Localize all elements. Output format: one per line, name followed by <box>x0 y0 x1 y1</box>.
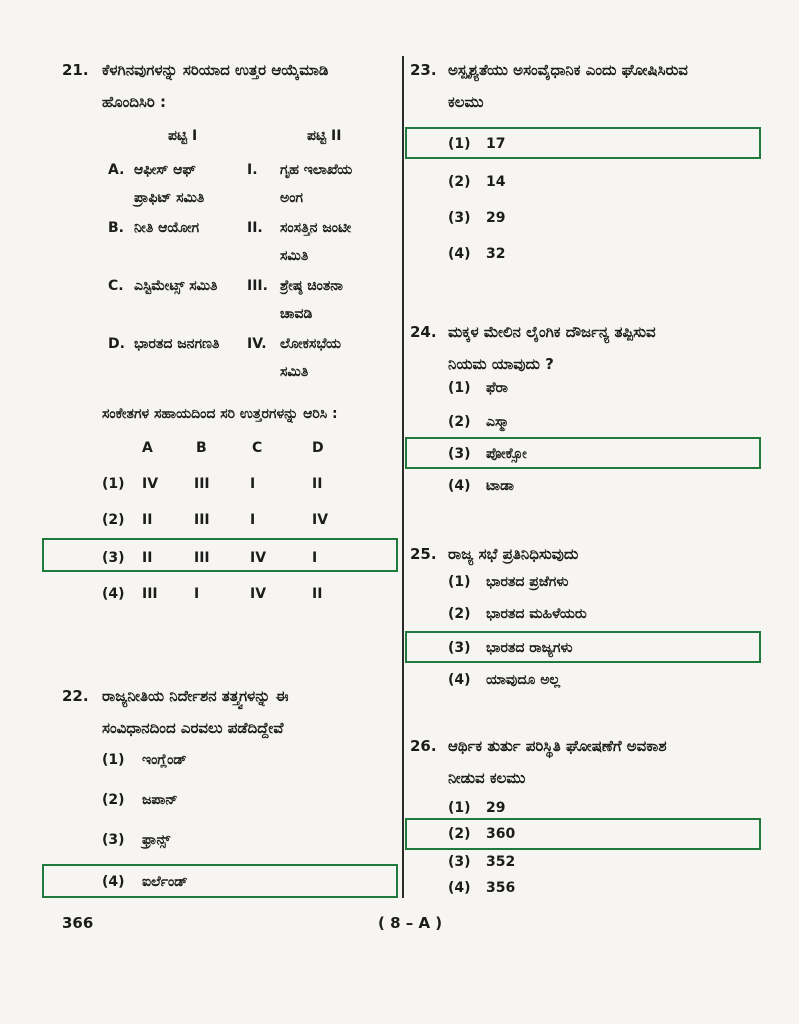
q26-option-3-text: 352 <box>486 854 516 870</box>
row-d-item-line1: ಭಾರತದ ಜನಗಣತಿ <box>134 336 220 352</box>
q24-option-2-text: ಎಸ್ಮಾ <box>486 414 510 430</box>
q23-option-3-number: (3) <box>448 210 471 226</box>
q26-answer-highlight <box>405 818 761 850</box>
q21-option-3-d: I <box>312 550 318 566</box>
question-26-text-line2: ನೀಡುವ ಕಲಮು <box>448 769 526 787</box>
question-22-number: 22. <box>62 687 89 705</box>
q21-option-3-c: IV <box>250 550 267 566</box>
row-a-item-line1: ಆಫೀಸ್ ಆಫ್ <box>134 162 196 178</box>
row-d-match-line1: ಲೋಕಸಭೆಯ <box>280 336 341 352</box>
q26-option-3-number: (3) <box>448 854 471 870</box>
page-code: 366 <box>62 914 94 932</box>
row-a-match-line2: ಅಂಗ <box>280 190 304 206</box>
list2-header: ಪಟ್ಟಿ II <box>307 128 342 144</box>
row-b-match-line1: ಸಂಸತ್ತಿನ ಜಂಟೀ <box>280 220 352 236</box>
q22-option-1-text: ಇಂಗ್ಲೆಂಡ್ <box>142 752 187 768</box>
q25-answer-highlight <box>405 631 761 663</box>
question-23-text-line1: ಅಸ್ಪೃಶ್ಯತೆಯು ಅಸಂವೈಧಾನಿಕ ಎಂದು ಘೋಷಿಸಿರುವ <box>448 61 688 79</box>
q21-option-2-b: III <box>194 512 210 528</box>
question-23-text-line2: ಕಲಮು <box>448 93 484 111</box>
q24-option-4-number: (4) <box>448 478 471 494</box>
q26-option-4-number: (4) <box>448 880 471 896</box>
q24-option-1-text: ಫೆರಾ <box>486 380 508 396</box>
q24-answer-highlight <box>405 437 761 469</box>
q23-option-1-text: 17 <box>486 136 506 152</box>
q22-option-2-number: (2) <box>102 792 125 808</box>
q21-option-4-d: II <box>312 586 323 602</box>
row-d-letter: D. <box>108 336 125 352</box>
q21-option-3-number: (3) <box>102 550 125 566</box>
q22-option-2-text: ಜಪಾನ್ <box>142 792 178 808</box>
q22-option-3-number: (3) <box>102 832 125 848</box>
q21-answer-highlight <box>42 538 398 572</box>
q24-option-4-text: ಟಾಡಾ <box>486 478 514 494</box>
q21-option-3-a: II <box>142 550 153 566</box>
q25-option-4-number: (4) <box>448 672 471 688</box>
q26-option-2-text: 360 <box>486 826 516 842</box>
row-a-item-line2: ಪ್ರಾಫಿಟ್ ಸಮಿತಿ <box>134 190 205 206</box>
q25-option-2-text: ಭಾರತದ ಮಹಿಳೆಯರು <box>486 606 587 622</box>
q25-option-3-text: ಭಾರತದ ರಾಜ್ಯಗಳು <box>486 640 573 656</box>
question-25-text-line1: ರಾಜ್ಯ ಸಭೆ ಪ್ರತಿನಿಧಿಸುವುದು <box>448 545 579 563</box>
row-a-letter: A. <box>108 162 125 178</box>
q21-option-2-d: IV <box>312 512 329 528</box>
q21-option-4-c: IV <box>250 586 267 602</box>
code-header-a: A <box>142 440 153 456</box>
q24-option-3-number: (3) <box>448 446 471 462</box>
q22-option-3-text: ಫ್ರಾನ್ಸ್ <box>142 832 171 848</box>
row-b-item-line1: ನೀತಿ ಆಯೋಗ <box>134 220 200 236</box>
row-a-match-line1: ಗೃಹ ಇಲಾಖೆಯ <box>280 162 353 178</box>
q21-option-2-a: II <box>142 512 153 528</box>
code-header-b: B <box>196 440 207 456</box>
q24-option-2-number: (2) <box>448 414 471 430</box>
question-21-text-line2: ಹೊಂದಿಸಿರಿ : <box>102 93 167 111</box>
row-c-roman: III. <box>247 278 268 294</box>
question-26-number: 26. <box>410 737 437 755</box>
row-c-item-line1: ಎಸ್ಟಿಮೇಟ್ಸ್ ಸಮಿತಿ <box>134 278 218 294</box>
question-23-number: 23. <box>410 61 437 79</box>
q22-option-4-number: (4) <box>102 874 125 890</box>
row-d-match-line2: ಸಮಿತಿ <box>280 364 309 380</box>
q23-option-1-number: (1) <box>448 136 471 152</box>
row-c-match-line1: ಶ್ರೇಷ್ಠ ಚಿಂತನಾ <box>280 278 344 294</box>
q22-option-4-text: ಐರ್ಲೆಂಡ್ <box>142 874 188 890</box>
q25-option-1-number: (1) <box>448 574 471 590</box>
q22-option-1-number: (1) <box>102 752 125 768</box>
list1-header: ಪಟ್ಟಿ I <box>168 128 198 144</box>
q23-option-2-text: 14 <box>486 174 506 190</box>
row-c-letter: C. <box>108 278 124 294</box>
q21-option-1-b: III <box>194 476 210 492</box>
row-b-match-line2: ಸಮಿತಿ <box>280 248 309 264</box>
question-22-text-line1: ರಾಜ್ಯನೀತಿಯ ನಿರ್ದೇಶನ ತತ್ತ್ವಗಳನ್ನು ಈ <box>102 687 289 705</box>
row-b-roman: II. <box>247 220 263 236</box>
row-c-match-line2: ಚಾವಡಿ <box>280 306 313 322</box>
column-divider <box>402 56 404 898</box>
row-d-roman: IV. <box>247 336 267 352</box>
q21-option-1-number: (1) <box>102 476 125 492</box>
code-header-d: D <box>312 440 324 456</box>
q25-option-3-number: (3) <box>448 640 471 656</box>
row-a-roman: I. <box>247 162 258 178</box>
q23-option-3-text: 29 <box>486 210 506 226</box>
q21-option-2-c: I <box>250 512 256 528</box>
q21-option-1-c: I <box>250 476 256 492</box>
q26-option-1-number: (1) <box>448 800 471 816</box>
question-21-number: 21. <box>62 61 89 79</box>
question-22-text-line2: ಸಂವಿಧಾನದಿಂದ ಎರವಲು ಪಡೆದಿದ್ದೇವೆ <box>102 719 284 737</box>
q25-option-4-text: ಯಾವುದೂ ಅಲ್ಲ <box>486 672 561 688</box>
q21-option-4-b: I <box>194 586 200 602</box>
q25-option-2-number: (2) <box>448 606 471 622</box>
q23-option-4-number: (4) <box>448 246 471 262</box>
q22-answer-highlight <box>42 864 398 898</box>
question-21-instruction: ಸಂಕೇತಗಳ ಸಹಾಯದಿಂದ ಸರಿ ಉತ್ತರಗಳನ್ನು ಆರಿಸಿ : <box>102 406 338 422</box>
q24-option-1-number: (1) <box>448 380 471 396</box>
q24-option-3-text: ಪೋಕ್ಸೋ <box>486 446 527 462</box>
q21-option-2-number: (2) <box>102 512 125 528</box>
q23-option-4-text: 32 <box>486 246 506 262</box>
row-b-letter: B. <box>108 220 124 236</box>
question-24-number: 24. <box>410 323 437 341</box>
q23-option-2-number: (2) <box>448 174 471 190</box>
question-24-text-line1: ಮಕ್ಕಳ ಮೇಲಿನ ಲೈಂಗಿಕ ದೌರ್ಜನ್ಯ ತಪ್ಪಿಸುವ <box>448 323 656 341</box>
q26-option-1-text: 29 <box>486 800 506 816</box>
question-25-number: 25. <box>410 545 437 563</box>
q26-option-4-text: 356 <box>486 880 516 896</box>
question-21-text-line1: ಕೆಳಗಿನವುಗಳನ್ನು ಸರಿಯಾದ ಉತ್ತರ ಆಯ್ಕೆಮಾಡಿ <box>102 61 329 79</box>
q26-option-2-number: (2) <box>448 826 471 842</box>
q21-option-3-b: III <box>194 550 210 566</box>
page-label: ( 8 – A ) <box>378 914 443 932</box>
question-26-text-line1: ಆರ್ಥಿಕ ತುರ್ತು ಪರಿಸ್ಥಿತಿ ಘೋಷಣೆಗೆ ಅವಕಾಶ <box>448 737 667 755</box>
q25-option-1-text: ಭಾರತದ ಪ್ರಜೆಗಳು <box>486 574 569 590</box>
code-header-c: C <box>252 440 263 456</box>
question-24-text-line2: ನಿಯಮ ಯಾವುದು ? <box>448 355 554 373</box>
q21-option-1-a: IV <box>142 476 159 492</box>
q21-option-1-d: II <box>312 476 323 492</box>
q21-option-4-a: III <box>142 586 158 602</box>
q23-answer-highlight <box>405 127 761 159</box>
q21-option-4-number: (4) <box>102 586 125 602</box>
